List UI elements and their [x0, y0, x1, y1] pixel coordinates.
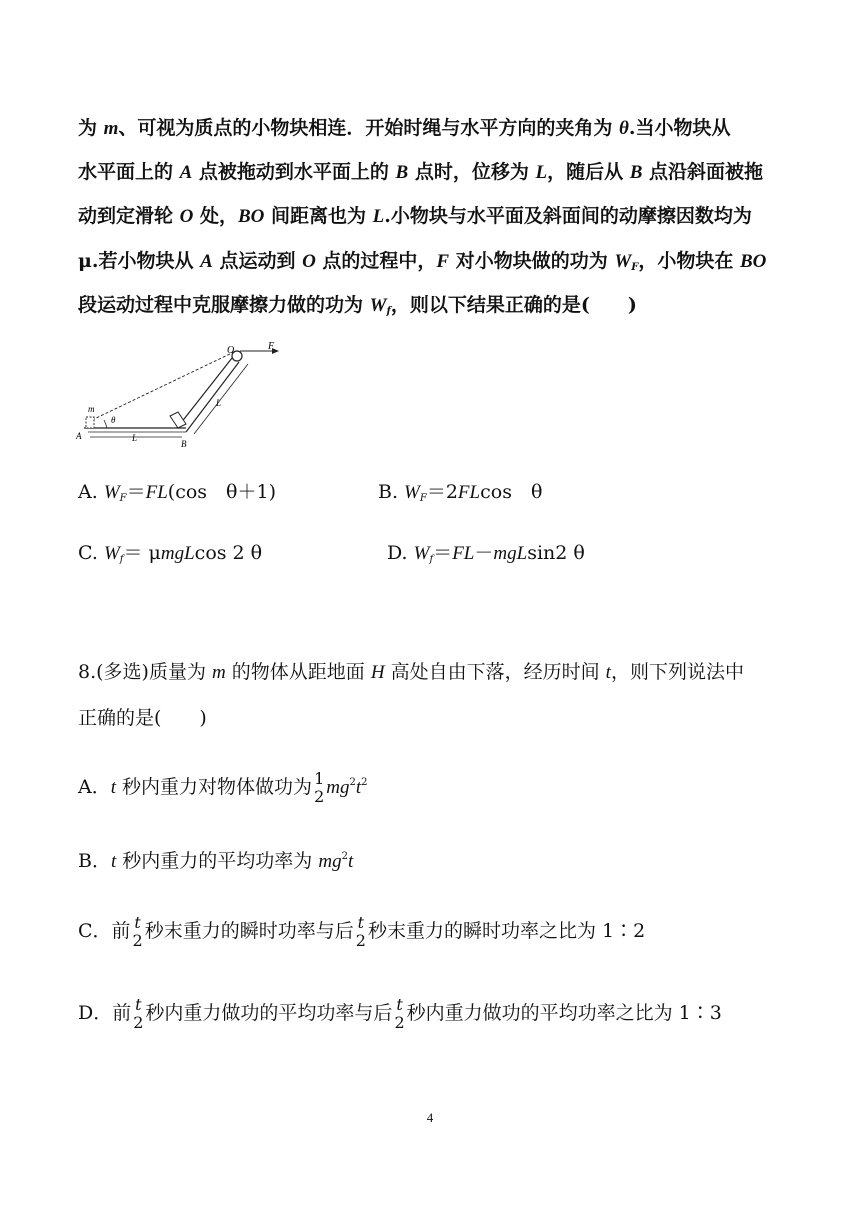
q7-option-c[interactable]: C. $W_f= \mu mgLcos$ 2 θ	[78, 542, 263, 565]
q7-line-3: 动到定滑轮 O 处，BO 间距离也为 L.小物块与水平面及斜面间的动摩擦因数均为	[78, 205, 752, 227]
q8-option-a[interactable]: A．t 秒内重力对物体做功为 1 2 $mg^2t^2$	[78, 769, 368, 806]
label-m: m	[88, 404, 95, 414]
q8-stem-line-2: 正确的是( )	[78, 707, 207, 729]
fraction-t-over-2: t 2	[132, 913, 143, 950]
fraction-t-over-2: t 2	[394, 995, 405, 1032]
q8-option-c[interactable]: C．前 t 2 秒末重力的瞬时功率与后 t 2 秒末重力的瞬时功率之比为 1∶2	[78, 913, 646, 950]
page-number: 4	[426, 1110, 434, 1125]
mass-block	[86, 417, 94, 428]
q7-option-d[interactable]: D. $W_f=FL-mgLsin2$ θ	[387, 542, 585, 565]
theta-arc	[104, 420, 107, 428]
incline-surface	[186, 362, 239, 432]
label-L-incline: L	[216, 398, 222, 408]
q7-line-4: μ.若小物块从 A 点运动到 O 点的过程中，F 对小物块做的功为 $W_F$，小物块在 BO	[78, 250, 767, 273]
q7-line-2: 水平面上的 A 点被拖动到水平面上的 B 点时，位移为 L，随后从 B 点沿斜面被拖	[78, 161, 764, 183]
incline-surface-back	[177, 358, 232, 428]
q8-option-d[interactable]: D．前 t 2 秒内重力做功的平均功率与后 t 2 秒内重力做功的平均功率之比为 1∶3	[78, 995, 722, 1032]
q8-stem-line-1: 8.(多选)质量为 m 的物体从距地面 H 高处自由下落，经历时间 t，则下列说法中	[78, 661, 744, 683]
label-A: A	[76, 431, 82, 441]
q8-option-b[interactable]: B．t 秒内重力的平均功率为 $mg^2t$	[78, 850, 354, 872]
fraction-t-over-2: t 2	[133, 995, 144, 1032]
incline-pulley-diagram	[74, 340, 294, 455]
block-at-B	[170, 412, 186, 428]
label-O: O	[227, 345, 235, 356]
q7-option-b[interactable]: B. $W_F=2FLcos$ θ	[378, 481, 543, 504]
fraction-t-over-2: t 2	[355, 913, 366, 950]
label-L-horizontal: L	[132, 433, 138, 443]
fraction-one-half: 1 2	[314, 769, 325, 806]
label-theta: θ	[111, 415, 116, 425]
label-F: F	[268, 341, 275, 352]
q7-line-1: 为 m、可视为质点的小物块相连．开始时绳与水平方向的夹角为 θ.当小物块从	[78, 117, 731, 139]
q7-option-a[interactable]: A. $W_F=FL(\cos$ θ＋1)	[78, 481, 276, 504]
q7-line-5: 段运动过程中克服摩擦力做的功为 $W_f$，则以下结果正确的是( )	[78, 294, 637, 317]
label-B: B	[181, 439, 187, 449]
